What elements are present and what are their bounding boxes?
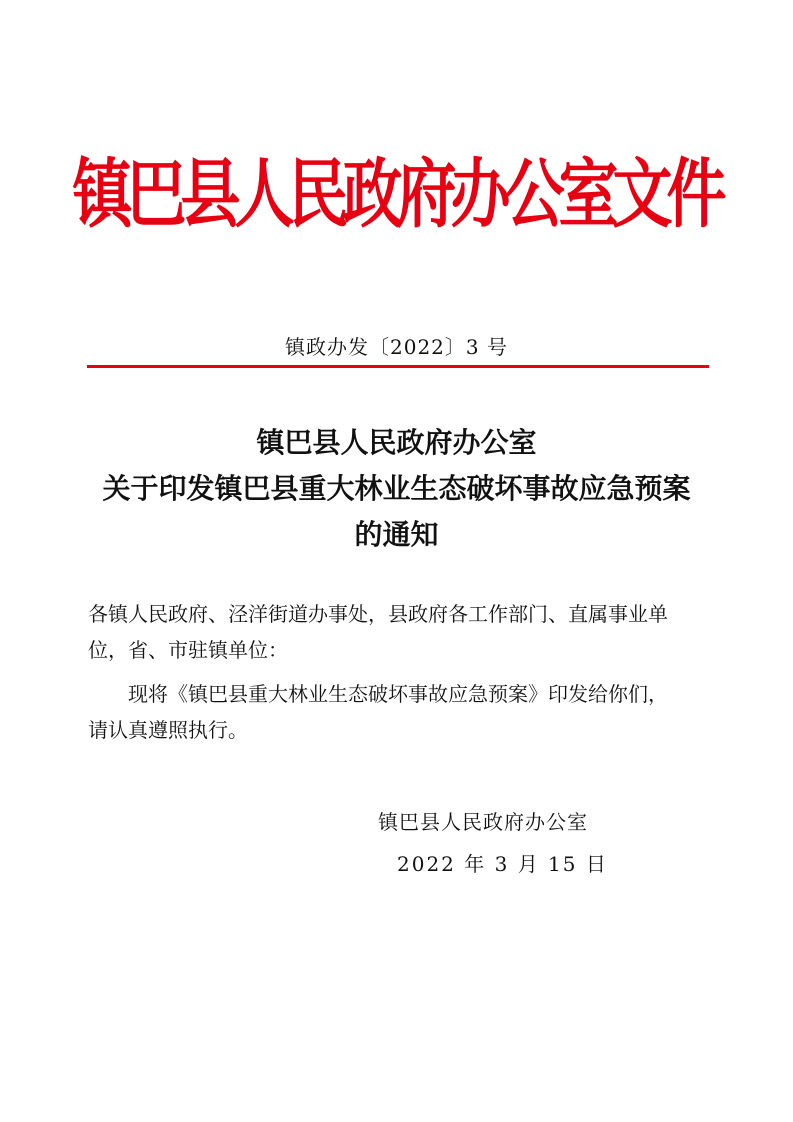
notice-title-line-1: 镇巴县人民政府办公室 — [256, 426, 537, 459]
addressee-paragraph — [88, 596, 708, 668]
document-number: 镇政办发〔2022〕3 号 — [285, 335, 508, 359]
notice-title — [0, 420, 793, 558]
issuer-signature: 镇巴县人民政府办公室 — [378, 810, 588, 834]
addressee-line-1: 各镇人民政府、泾洋街道办事处，县政府各工作部门、直属事业单 — [88, 602, 668, 626]
addressee-line-2: 位，省、市驻镇单位： — [88, 638, 288, 662]
main-line-2: 请认真遵照执行。 — [88, 718, 248, 742]
red-divider-line — [87, 365, 709, 368]
issue-date: 2022 年 3 月 15 日 — [397, 852, 608, 876]
notice-title-line-2: 关于印发镇巴县重大林业生态破坏事故应急预案 — [102, 472, 691, 505]
document-header-title: 镇巴县人民政府办公室文件 — [72, 151, 721, 239]
main-line-1: 现将《镇巴县重大林业生态破坏事故应急预案》印发给你们， — [88, 682, 668, 706]
main-paragraph — [88, 676, 708, 748]
notice-title-line-3: 的通知 — [354, 518, 439, 551]
